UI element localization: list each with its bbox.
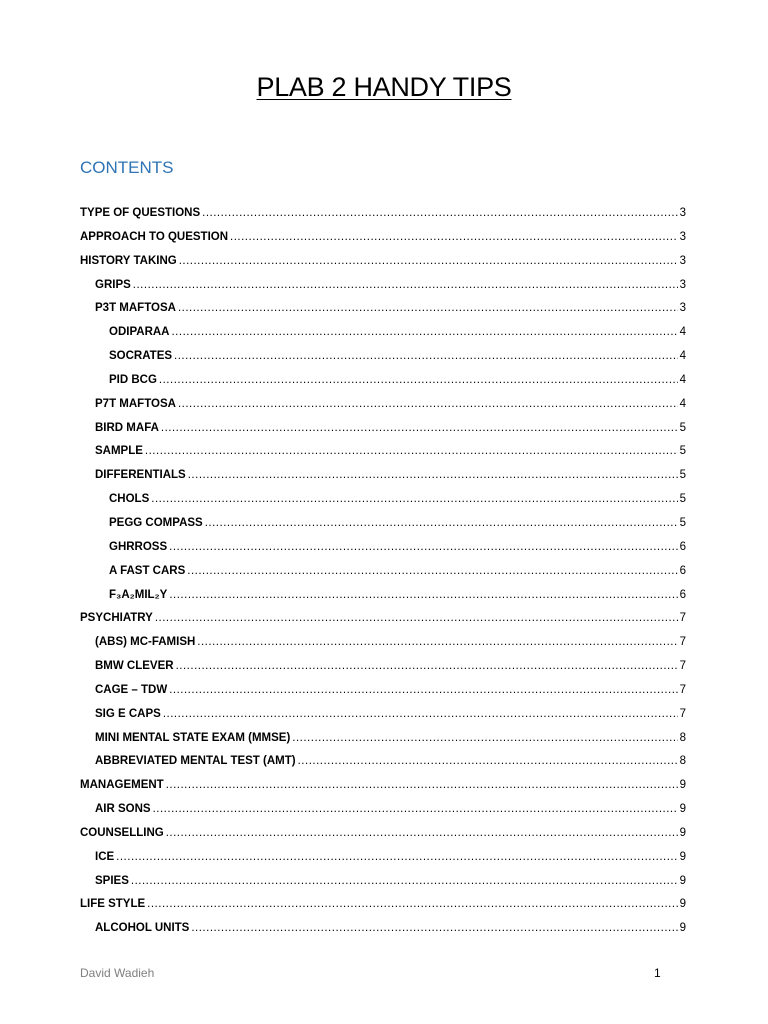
toc-entry[interactable] — [80, 755, 686, 779]
toc-entry[interactable] — [80, 279, 686, 303]
toc-entry-label: MINI MENTAL STATE EXAM (MMSE) — [95, 731, 291, 744]
toc-dot-leader — [174, 350, 678, 362]
toc-entry-label: COUNSELLING — [80, 826, 164, 839]
toc-entry-page: 8 — [679, 731, 686, 744]
toc-entry-label: PID BCG — [109, 373, 157, 386]
toc-entry-label: ODIPARAA — [109, 326, 170, 339]
toc-dot-leader — [197, 636, 677, 648]
toc-entry-label: ABBREVIATED MENTAL TEST (AMT) — [95, 755, 296, 768]
table-of-contents — [80, 207, 686, 946]
toc-entry-label: SPIES — [95, 874, 129, 887]
toc-entry-label: A FAST CARS — [109, 564, 186, 577]
toc-entry-page: 4 — [679, 373, 686, 386]
toc-entry-page: 4 — [679, 326, 686, 339]
toc-entry-label: TYPE OF QUESTIONS — [80, 207, 201, 219]
toc-entry-page: 9 — [679, 874, 686, 887]
toc-entry[interactable] — [80, 422, 686, 446]
toc-entry-page: 7 — [679, 660, 686, 673]
toc-entry-page: 3 — [679, 254, 686, 267]
toc-entry-page: 9 — [679, 922, 686, 935]
toc-entry[interactable] — [80, 898, 686, 922]
toc-entry-page: 7 — [679, 707, 686, 720]
toc-entry-page: 3 — [679, 207, 686, 219]
document-title: PLAB 2 HANDY TIPS — [256, 72, 512, 102]
toc-entry-page: 3 — [679, 230, 686, 243]
toc-entry-label: LIFE STYLE — [80, 898, 146, 911]
toc-entry[interactable] — [80, 398, 686, 422]
toc-entry-page: 9 — [679, 898, 686, 911]
toc-dot-leader — [176, 660, 678, 672]
toc-entry-page: 4 — [679, 350, 686, 363]
toc-entry[interactable] — [80, 684, 686, 708]
footer-author: David Wadieh — [80, 966, 155, 980]
toc-entry-label: P3T MAFTOSA — [95, 302, 176, 315]
toc-entry-page: 3 — [679, 278, 686, 291]
toc-entry[interactable] — [80, 493, 686, 517]
toc-entry[interactable] — [80, 469, 686, 493]
toc-entry[interactable] — [80, 612, 686, 636]
toc-entry-label: ICE — [95, 850, 115, 863]
toc-entry-page: 6 — [679, 564, 686, 577]
toc-dot-leader — [292, 732, 677, 744]
toc-dot-leader — [163, 708, 678, 720]
toc-entry-label: P7T MAFTOSA — [95, 397, 176, 410]
toc-entry-label: PEGG COMPASS — [109, 516, 203, 529]
toc-dot-leader — [133, 279, 678, 291]
toc-entry-label: MANAGEMENT — [80, 779, 164, 792]
toc-dot-leader — [205, 517, 678, 529]
toc-entry[interactable] — [80, 708, 686, 732]
toc-dot-leader — [116, 851, 677, 863]
toc-entry-label: HISTORY TAKING — [80, 254, 177, 267]
toc-entry-label: DIFFERENTIALS — [95, 469, 186, 482]
toc-entry-page: 9 — [679, 803, 686, 816]
toc-entry[interactable] — [80, 803, 686, 827]
toc-entry-page: 4 — [679, 397, 686, 410]
toc-entry[interactable] — [80, 445, 686, 469]
toc-entry-label: CHOLS — [109, 493, 150, 506]
toc-entry[interactable] — [80, 589, 686, 613]
toc-dot-leader — [151, 493, 677, 505]
toc-dot-leader — [169, 541, 677, 553]
toc-entry[interactable] — [80, 565, 686, 589]
toc-entry[interactable] — [80, 660, 686, 684]
toc-entry-page: 5 — [679, 516, 686, 529]
toc-entry[interactable] — [80, 851, 686, 875]
toc-dot-leader — [161, 422, 678, 434]
toc-entry-page: 8 — [679, 755, 686, 768]
toc-entry-label: CAGE – TDW — [95, 683, 168, 696]
toc-dot-leader — [169, 589, 677, 601]
toc-entry-page: 9 — [679, 826, 686, 839]
toc-entry-label: PSYCHIATRY — [80, 612, 153, 625]
toc-dot-leader — [187, 565, 677, 577]
toc-entry-label: SIG E CAPS — [95, 707, 161, 720]
toc-dot-leader — [191, 922, 677, 934]
toc-dot-leader — [166, 779, 678, 791]
toc-dot-leader — [166, 827, 678, 839]
toc-entry[interactable] — [80, 302, 686, 326]
toc-dot-leader — [179, 255, 678, 267]
toc-entry[interactable] — [80, 231, 686, 255]
toc-dot-leader — [153, 803, 678, 815]
toc-entry[interactable] — [80, 732, 686, 756]
toc-entry[interactable] — [80, 374, 686, 398]
toc-entry[interactable] — [80, 541, 686, 565]
toc-entry-page: 5 — [679, 493, 686, 506]
toc-entry-page: 3 — [679, 302, 686, 315]
toc-entry-label: APPROACH TO QUESTION — [80, 230, 229, 243]
toc-entry-label: SAMPLE — [95, 445, 143, 458]
footer-page-number: 1 — [654, 966, 661, 980]
toc-entry-label: SOCRATES — [109, 350, 173, 363]
toc-entry-page: 7 — [679, 636, 686, 649]
toc-entry-label: GHRROSS — [109, 540, 168, 553]
toc-entry-label: F₃A₂MIL₂Y — [109, 588, 168, 601]
toc-dot-leader — [298, 755, 678, 767]
toc-entry-label: BIRD MAFA — [95, 421, 159, 434]
toc-entry-label: GRIPS — [95, 278, 131, 291]
toc-entry-label: ALCOHOL UNITS — [95, 922, 190, 935]
toc-entry-label: BMW CLEVER — [95, 660, 174, 673]
contents-heading: CONTENTS — [80, 158, 174, 177]
toc-dot-leader — [230, 231, 678, 243]
toc-entry[interactable] — [80, 827, 686, 851]
toc-entry[interactable] — [80, 779, 686, 803]
toc-dot-leader — [178, 302, 678, 314]
toc-entry-page: 5 — [679, 469, 686, 482]
toc-entry[interactable] — [80, 517, 686, 541]
toc-dot-leader — [159, 374, 678, 386]
toc-entry[interactable] — [80, 636, 686, 660]
toc-entry[interactable] — [80, 350, 686, 374]
toc-entry-page: 6 — [679, 588, 686, 601]
toc-dot-leader — [202, 207, 677, 219]
toc-entry[interactable] — [80, 922, 686, 946]
toc-entry-label: AIR SONS — [95, 803, 151, 816]
toc-entry[interactable] — [80, 326, 686, 350]
toc-dot-leader — [171, 326, 677, 338]
toc-entry[interactable] — [80, 255, 686, 279]
toc-dot-leader — [145, 445, 678, 457]
toc-dot-leader — [188, 469, 678, 481]
toc-entry-label: (ABS) MC-FAMISH — [95, 636, 196, 649]
toc-entry[interactable] — [80, 875, 686, 899]
toc-dot-leader — [178, 398, 678, 410]
toc-entry-page: 9 — [679, 779, 686, 792]
toc-entry-page: 6 — [679, 540, 686, 553]
toc-entry-page: 7 — [679, 683, 686, 696]
toc-entry-page: 5 — [679, 445, 686, 458]
toc-entry-page: 9 — [679, 850, 686, 863]
toc-dot-leader — [147, 898, 677, 910]
toc-dot-leader — [169, 684, 677, 696]
toc-dot-leader — [155, 612, 678, 624]
toc-entry[interactable] — [80, 207, 686, 231]
toc-entry-page: 7 — [679, 612, 686, 625]
toc-dot-leader — [131, 875, 678, 887]
toc-entry-page: 5 — [679, 421, 686, 434]
